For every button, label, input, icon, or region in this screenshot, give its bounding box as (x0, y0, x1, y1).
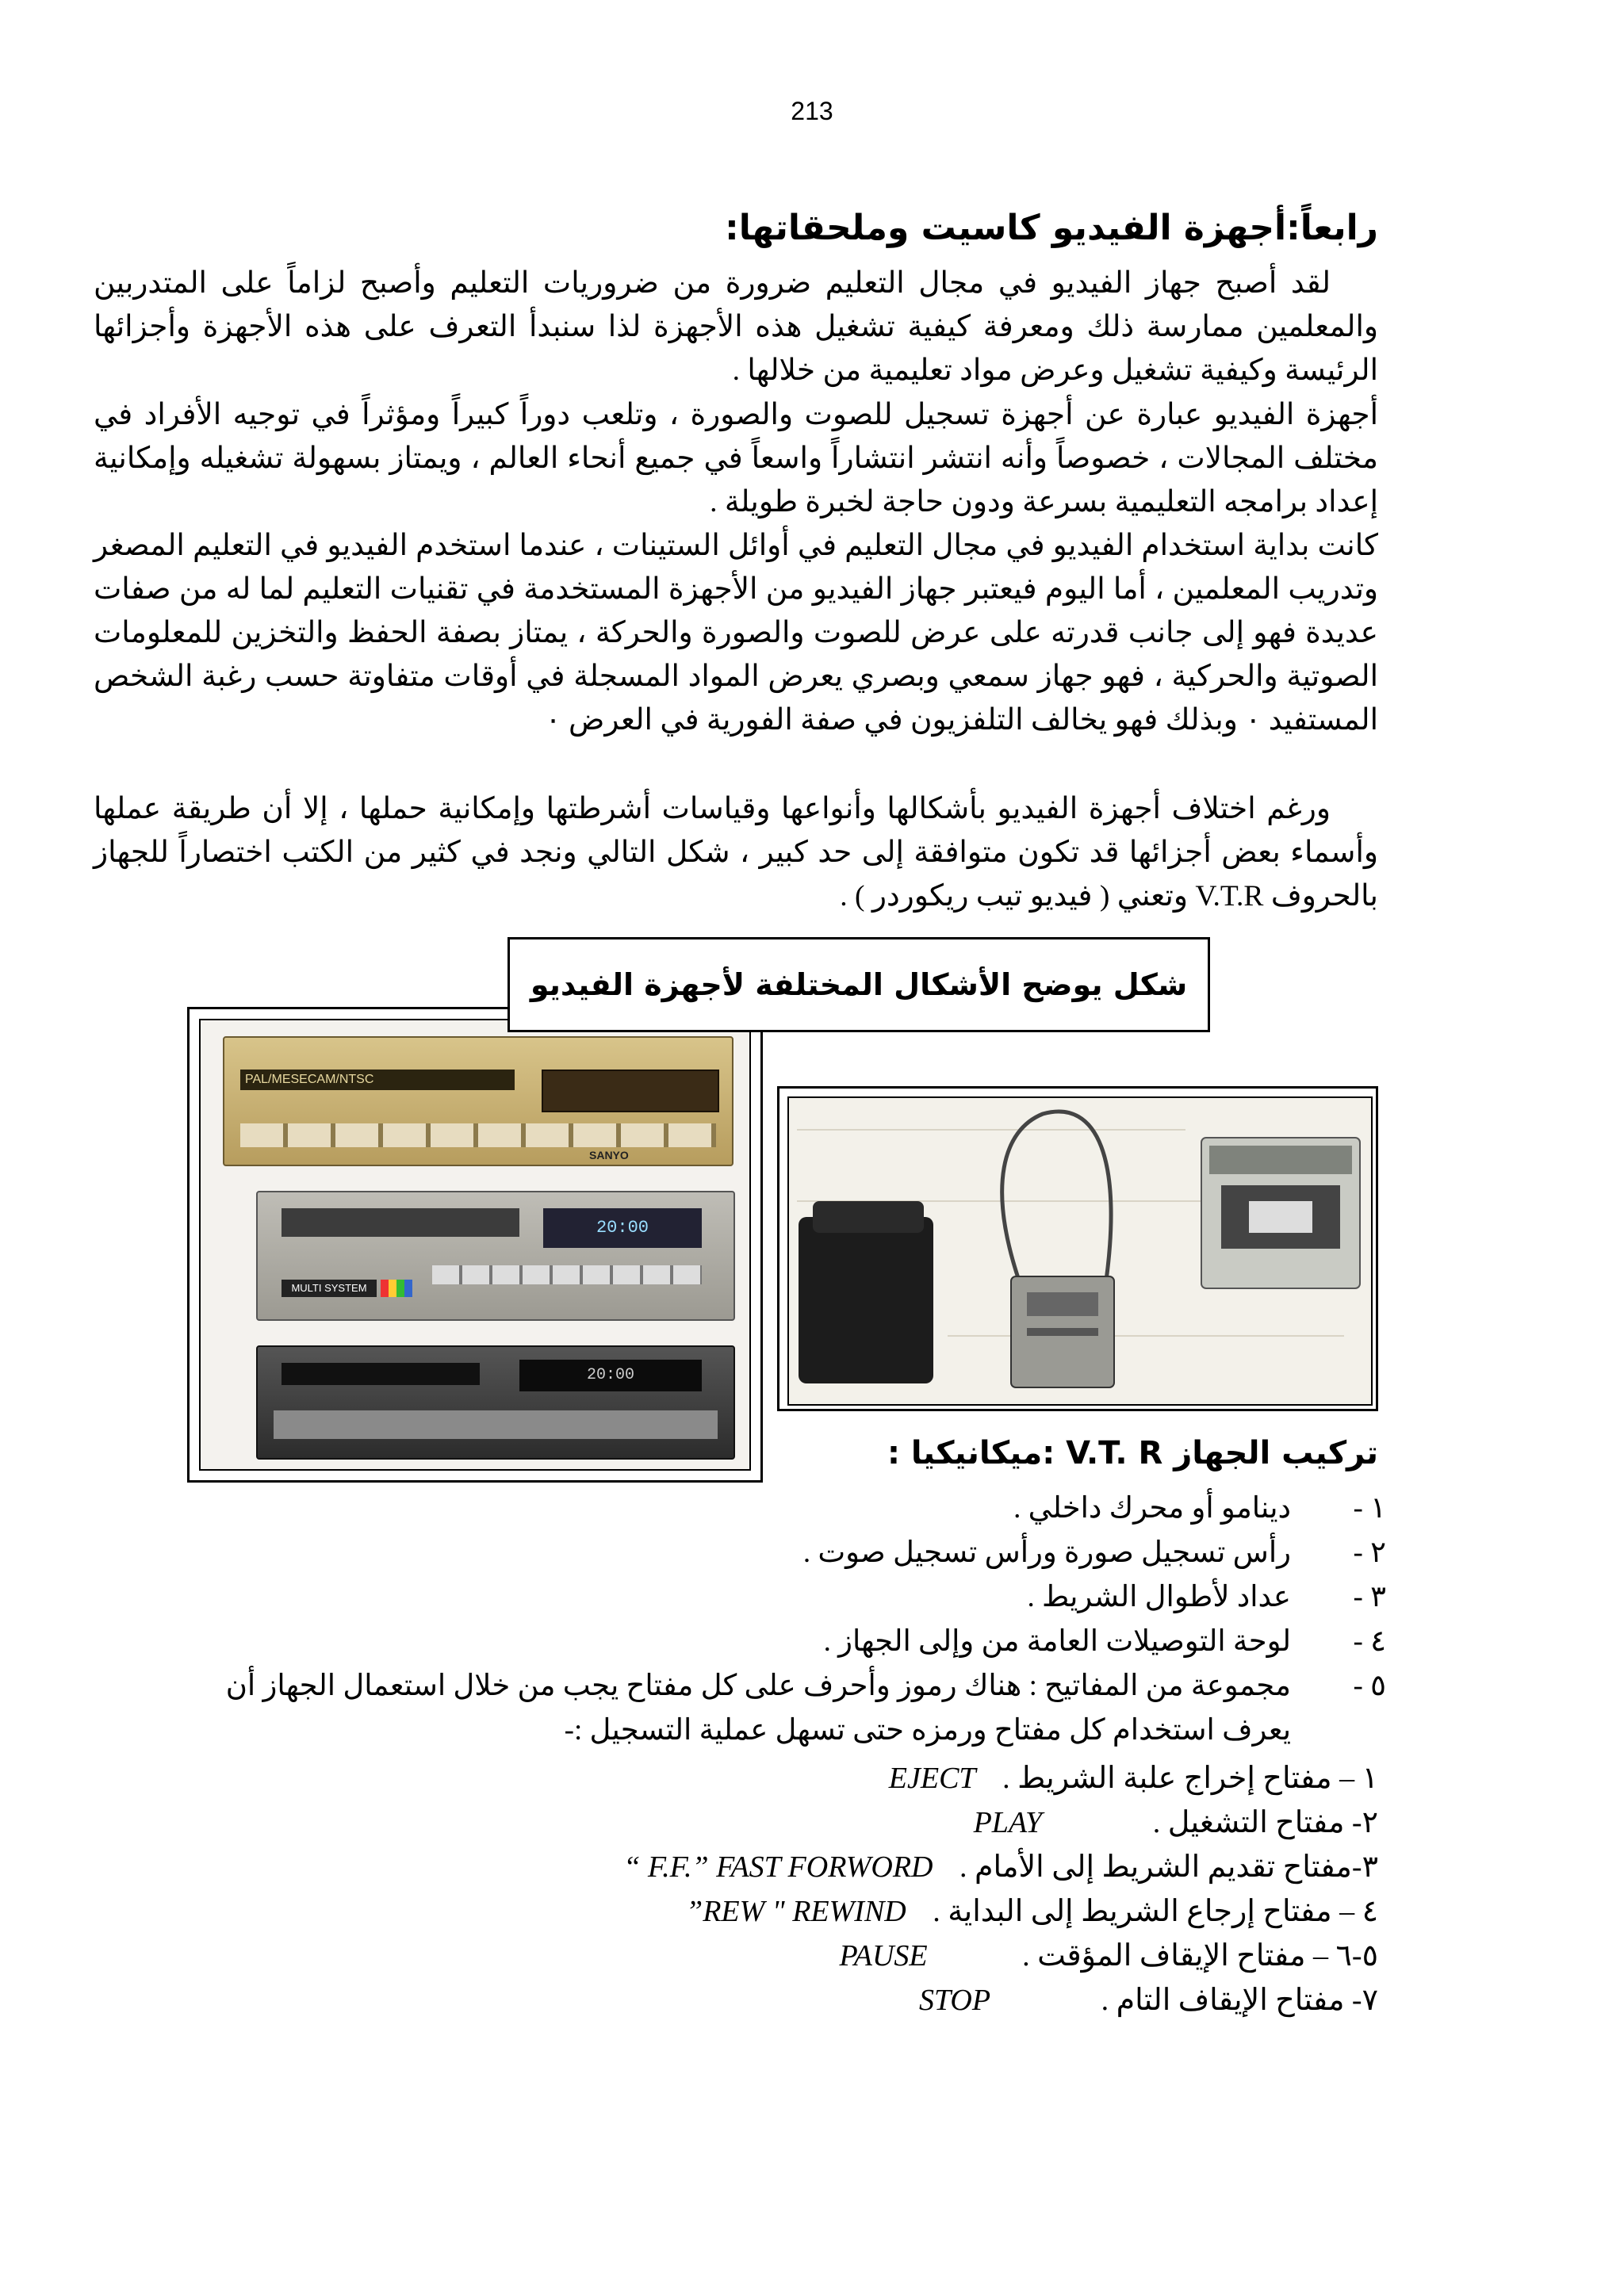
list-item-text: عداد لأطوال الشريط . (1027, 1581, 1291, 1613)
key-item-arabic: ٢- مفتاح التشغيل . (1152, 1806, 1378, 1839)
list-item-number: ٣ - (1353, 1581, 1386, 1613)
key-item-arabic: ٧- مفتاح الإيقاف التام . (1101, 1984, 1378, 2017)
paragraph-2: أجهزة الفيديو عبارة عن أجهزة تسجيل للصوت والصورة ، وتلعب دوراً كبيراً ومؤثراً في توجيه الأفراد في مختلف المجالات ، خصوصاً وأنه انتشر انتشاراً واسعاً في جميع أنحاء العالم ، ويمتاز بسهولة تشغيله وإمكانية إعداد برامجه التعليمية بسرعة ودون حاجة لخبرة طويلة . (94, 399, 1378, 519)
list-item (78, 1490, 1386, 1530)
list-item-number: ١ - (1353, 1492, 1386, 1525)
vcr-black-panel (274, 1410, 718, 1439)
vcr-silver-color-stripes (381, 1280, 412, 1297)
list-item (78, 1624, 1386, 1663)
vcr-gold-unit (223, 1036, 733, 1166)
figure-caption: شكل يوضح الأشكال المختلفة لأجهزة الفيديو (508, 937, 1210, 1032)
key-item-english: STOP (918, 1984, 991, 2017)
list-item-text: رأس تسجيل صورة ورأس تسجيل صوت . (802, 1536, 1291, 1569)
vcr-silver-display (543, 1208, 702, 1248)
list-item (78, 1579, 1386, 1619)
vcr-black-unit (256, 1345, 735, 1460)
key-item (686, 1893, 1378, 1929)
key-item-english: REW " REWIND” (686, 1895, 906, 1928)
section-heading: رابعاً:أجهزة الفيديو كاسيت وملحقاتها: (725, 208, 1378, 248)
portable-vcr-image (787, 1096, 1373, 1406)
vcr-silver-unit (256, 1191, 735, 1321)
paragraph-1 (94, 262, 1378, 392)
vcr-black-display-text: 20:00 (586, 1366, 634, 1384)
key-item (974, 1804, 1378, 1840)
paragraph-4-text: ورغم اختلاف أجهزة الفيديو بأشكالها وأنواعها وقياسات أشرطتها وإمكانية حملها ، إلا أن طريقة عملها وأسماء بعض أجزائها قد تكون متوافقة إلى حد كبير ، شكل التالي ونجد في كثير من الكتب اختصاراً للجهاز بالحروف V.T.R وتعني ( فيديو تيب ريكوردر ) . (94, 793, 1378, 913)
vcr-gold-brand-strip (240, 1070, 515, 1090)
vcr-stack-image (199, 1019, 751, 1471)
portable-vcr-image-frame (777, 1086, 1378, 1411)
list-item-text: لوحة التوصيلات العامة من وإلى الجهاز . (823, 1625, 1291, 1658)
vcr-silver-multisystem-label: MULTI SYSTEM (282, 1280, 377, 1297)
list-item-number: ٥ - (1353, 1670, 1386, 1702)
structure-heading: تركيب الجهاز V.T. R :ميكانيكيا : (887, 1435, 1378, 1471)
list-item (78, 1535, 1386, 1575)
vcr-gold-brand-label: PAL/MESECAM/NTSC (245, 1073, 374, 1086)
key-item-english: F.F.” FAST FORWORD “ (623, 1850, 933, 1884)
list-item-text: مجموعة من المفاتيح : هناك رموز وأحرف على كل مفتاح يجب من خلال استعمال الجهاز أن (225, 1670, 1291, 1702)
list-item-number: ٤ - (1353, 1625, 1386, 1658)
carrying-strap (1002, 1112, 1111, 1280)
portable-vcr-drawing (789, 1098, 1373, 1406)
vcr-silver-button-row (432, 1265, 702, 1284)
key-item-arabic: ٣-مفتاح تقديم الشريط إلى الأمام . (959, 1850, 1378, 1884)
portable-recorder (1011, 1276, 1114, 1387)
paragraph-4 (94, 787, 1378, 918)
camera-unit (1201, 1138, 1360, 1288)
key-item-arabic: ٥-٦ – مفتاح الإيقاف المؤقت . (1022, 1939, 1378, 1973)
vcr-stack-image-frame (187, 1007, 763, 1483)
key-item-arabic: ١ – مفتاح إخراج علبة الشريط . (1002, 1762, 1378, 1795)
list-item-number: ٢ - (1353, 1536, 1386, 1569)
components-list (78, 1490, 1386, 1760)
key-item (623, 1849, 1378, 1885)
vcr-black-tape-slot (282, 1363, 480, 1385)
page-number: 213 (791, 97, 833, 125)
key-item (889, 1760, 1378, 1796)
key-item-english: PLAY (973, 1806, 1043, 1839)
list-item-text: دينامو أو محرك داخلي . (1013, 1492, 1291, 1525)
list-item-text-continued: يعرف استخدام كل مفتاح ورمزه حتى تسهل عملية التسجيل :- (564, 1714, 1291, 1747)
keys-list (347, 1760, 1378, 2030)
vcr-gold-button-row (240, 1123, 716, 1147)
key-item (839, 1938, 1378, 1973)
key-item-english: EJECT (888, 1762, 976, 1795)
paragraph-3: كانت بداية استخدام الفيديو في مجال التعليم في أوائل الستينات ، عندما استخدم الفيديو في التعليم المصغر وتدريب المعلمين ، أما اليوم فيعتبر جهاز الفيديو من الأجهزة المستخدمة في تقنيات التعليم لما له من صفات عديدة فهو إلى جانب قدرته على عرض للصوت والصورة والحركة ، يمتاز بصفة الحفظ والتخزين للمعلومات الصوتية والحركية ، فهو جهاز سمعي وبصري يعرض المواد المسجلة في أوقات متفاوتة حسب رغبة الشخص المستفيد ٠ وبذلك فهو يخالف التلفزيون في صفة الفورية في العرض ٠ (94, 530, 1378, 737)
vcr-gold-maker-label: SANYO (589, 1149, 629, 1161)
key-item-arabic: ٤ – مفتاح إرجاع الشريط إلى البداية . (933, 1895, 1378, 1928)
vcr-silver-display-text: 20:00 (596, 1218, 649, 1238)
key-item (919, 1982, 1378, 2018)
key-item-english: PAUSE (839, 1939, 928, 1973)
list-item (78, 1668, 1386, 1755)
paragraph-1-text: لقد أصبح جهاز الفيديو في مجال التعليم ضرورة من ضروريات التعليم وأصبح لزاماً على المتدربين والمعلمين ممارسة ذلك ومعرفة كيفية تشغيل هذه الأجهزة لذا سنبدأ التعرف على هذه الأجهزة وأجزائها الرئيسة وكيفية تشغيل وعرض مواد تعليمية من خلالها . (94, 267, 1378, 387)
camera-bag (799, 1201, 933, 1383)
vcr-silver-tape-slot (282, 1208, 519, 1237)
vcr-gold-display (542, 1070, 719, 1112)
vcr-black-display (519, 1360, 702, 1391)
